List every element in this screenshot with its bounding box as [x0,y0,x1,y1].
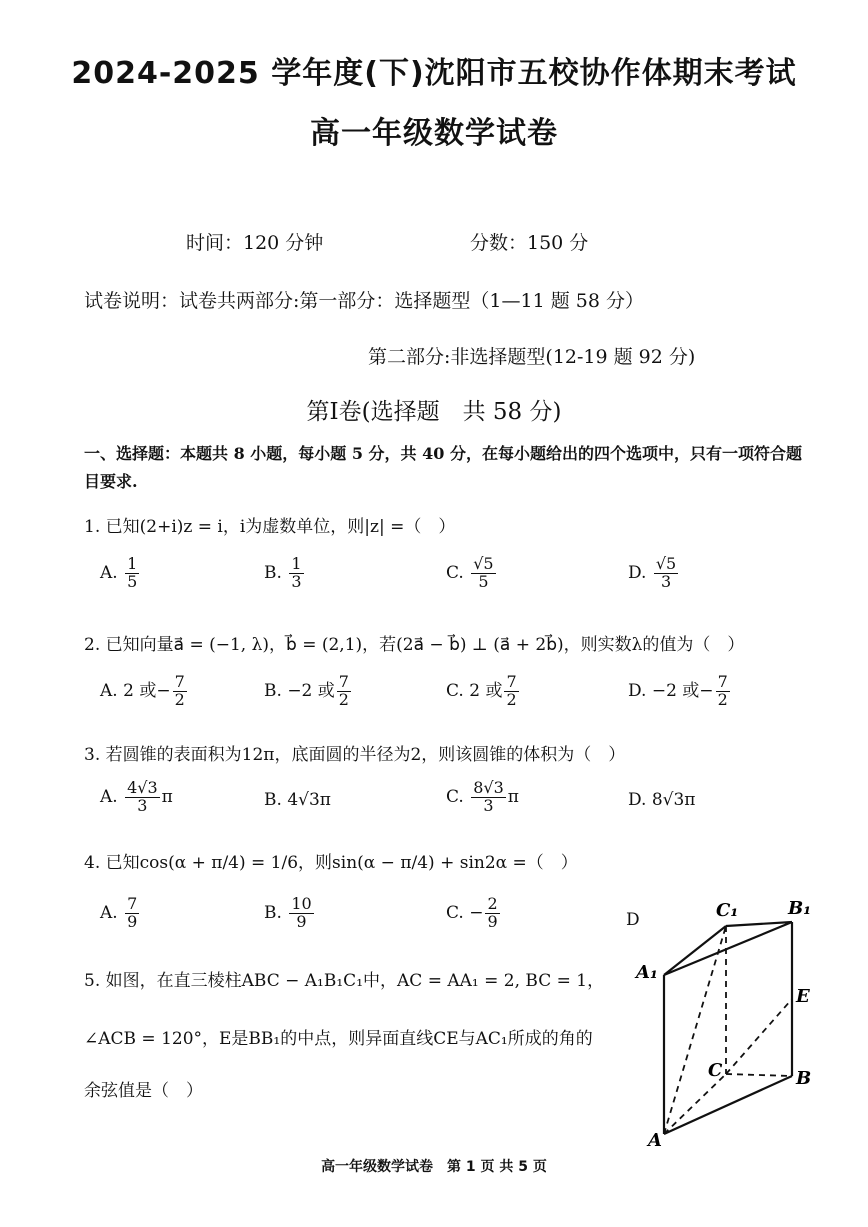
fraction-denominator: 2 [717,689,728,709]
exam-time: 时间：120 分钟 [186,232,324,254]
option-fraction [289,896,313,931]
label-C: C [708,1060,723,1081]
q3-option-d [628,790,695,810]
option-label: A. [100,562,118,583]
option-label: C. [446,562,464,583]
exam-score: 分数：150 分 [470,232,589,254]
option-fraction [716,674,730,709]
fraction-numerator: 7 [717,672,728,691]
option-label: A. [100,680,118,701]
question-number: 5. [84,971,101,991]
question-5-line3: 余弦值是（ ） [84,1081,203,1101]
q1-option-c [446,556,498,591]
option-fraction [504,674,518,709]
option-label: B. [264,680,282,701]
fraction-denominator: 3 [291,571,302,591]
option-label: B. [264,790,282,810]
fraction-denominator: 2 [338,689,349,709]
question-number: 1. [84,517,101,537]
fraction-numerator: 2 [487,894,498,913]
fraction-numerator: 10 [291,894,312,913]
fraction-denominator: 9 [127,911,138,931]
q2-option-d [628,674,732,709]
fraction-numerator: 7 [127,894,138,913]
q2-option-b [264,674,353,709]
q1-option-d [628,556,680,591]
prism-figure [630,890,830,1160]
fraction-denominator: 2 [174,689,185,709]
exam-title: 2024-2025 学年度(下)沈阳市五校协作体期末考试 [71,56,797,91]
q2-option-a [100,674,189,709]
question-number: 3. [84,745,101,765]
option-prefix: 2 或 [469,680,503,701]
exam-description-part2: 第二部分:非选择题型(12-19 题 92 分) [368,346,696,368]
question-1 [84,512,455,537]
option-label: D. [628,790,647,810]
label-B1: B₁ [788,898,812,919]
fraction-denominator: 3 [660,571,672,591]
option-fraction [289,556,303,591]
edge-CB [726,1074,792,1076]
label-C1: C₁ [716,900,739,921]
edge-A1C1 [664,926,726,975]
question-stem: 若圆锥的表面积为12π，底面圆的半径为2，则该圆锥的体积为（ ） [105,745,626,765]
option-fraction [471,780,506,815]
page-footer: 高一年级数学试卷 第 1 页 共 5 页 [321,1159,547,1175]
option-label: A. [100,786,118,807]
question-5-line2: ∠ACB = 120°，E是BB₁的中点，则异面直线CE与AC₁所成的角的 [84,1029,593,1049]
label-A: A [648,1130,662,1151]
option-label: A. [100,902,118,923]
option-prefix: −2 或 [287,680,335,701]
option-fraction [654,556,678,591]
option-label: B. [264,902,282,923]
fraction-numerator: 4√3 [127,778,158,797]
option-prefix: −2 或− [651,680,714,701]
option-label: D. [628,562,647,583]
section-instruction: 一、选择题：本题共 8 小题，每小题 5 分，共 40 分，在每小题给出的四个选项中，只有一项符合题目要求. [84,444,802,491]
fraction-numerator: 7 [338,672,349,691]
q3-option-c [446,780,519,815]
option-label: D [626,910,640,930]
option-fraction [125,556,139,591]
label-A1: A₁ [636,962,658,983]
fraction-numerator: 7 [506,672,517,691]
option-fraction [173,674,187,709]
q4-option-b [264,896,316,931]
option-value: 8√3π [651,790,696,810]
question-stem: 如图，在直三棱柱ABC − A₁B₁C₁中，AC = AA₁ = 2, BC = 1， [105,971,605,991]
fraction-denominator: 3 [483,795,494,815]
segment-AC1 [664,926,726,1134]
question-stem: 已知cos(α + π/4) = 1/6，则sin(α − π/4) + sin2α =（ ） [105,853,578,873]
section-heading: 第Ⅰ卷(选择题 共 58 分) [306,399,562,425]
question-2 [84,630,744,655]
question-4 [84,848,578,873]
q1-option-a [100,556,141,591]
label-B: B [796,1068,812,1089]
q3-option-b [264,790,331,810]
label-E: E [796,986,810,1007]
option-suffix: π [507,786,519,807]
q2-option-c [446,674,521,709]
q4-option-a [100,896,141,931]
fraction-numerator: 1 [127,554,138,573]
fraction-numerator: 7 [174,672,185,691]
edge-AC [664,1074,726,1134]
option-label: B. [264,562,282,583]
option-label: C. [446,786,464,807]
option-fraction [125,780,160,815]
option-suffix: π [161,786,173,807]
option-value: 4√3π [287,790,331,810]
question-number: 2. [84,635,101,655]
fraction-denominator: 3 [137,795,148,815]
option-fraction [485,896,499,931]
option-fraction [337,674,351,709]
fraction-numerator: √5 [473,554,494,573]
question-number: 4. [84,853,101,873]
option-label: D. [628,680,647,701]
option-label: C. [446,902,464,923]
option-label: C. [446,680,464,701]
edge-A1B1 [664,922,792,975]
q3-option-a [100,780,173,815]
fraction-denominator: 9 [296,911,307,931]
edge-AB [664,1076,792,1134]
fraction-denominator: 9 [487,911,498,931]
option-prefix: − [469,902,484,923]
question-3 [84,740,625,765]
fraction-denominator: 5 [478,571,489,591]
exam-subtitle: 高一年级数学试卷 [310,116,558,151]
fraction-denominator: 2 [506,689,517,709]
exam-description: 试卷说明：试卷共两部分:第一部分：选择题型（1—11 题 58 分） [84,290,644,312]
question-stem: 已知(2+i)z = i，i为虚数单位，则|z| =（ ） [105,517,456,537]
option-fraction [471,556,495,591]
option-prefix: 2 或− [123,680,171,701]
segment-CE [726,999,792,1074]
fraction-numerator: 8√3 [473,778,504,797]
option-fraction [125,896,139,931]
fraction-denominator: 5 [127,571,138,591]
fraction-numerator: 1 [291,554,302,573]
q4-option-c [446,896,502,931]
q1-option-b [264,556,306,591]
question-5-line1 [84,966,604,991]
question-stem: 已知向量a⃗ = (−1, λ)，b⃗ = (2,1)，若(2a⃗ − b⃗) ⊥ (a⃗ + 2b⃗)，则实数λ的值为（ ） [105,635,745,655]
fraction-numerator: √5 [655,554,677,573]
